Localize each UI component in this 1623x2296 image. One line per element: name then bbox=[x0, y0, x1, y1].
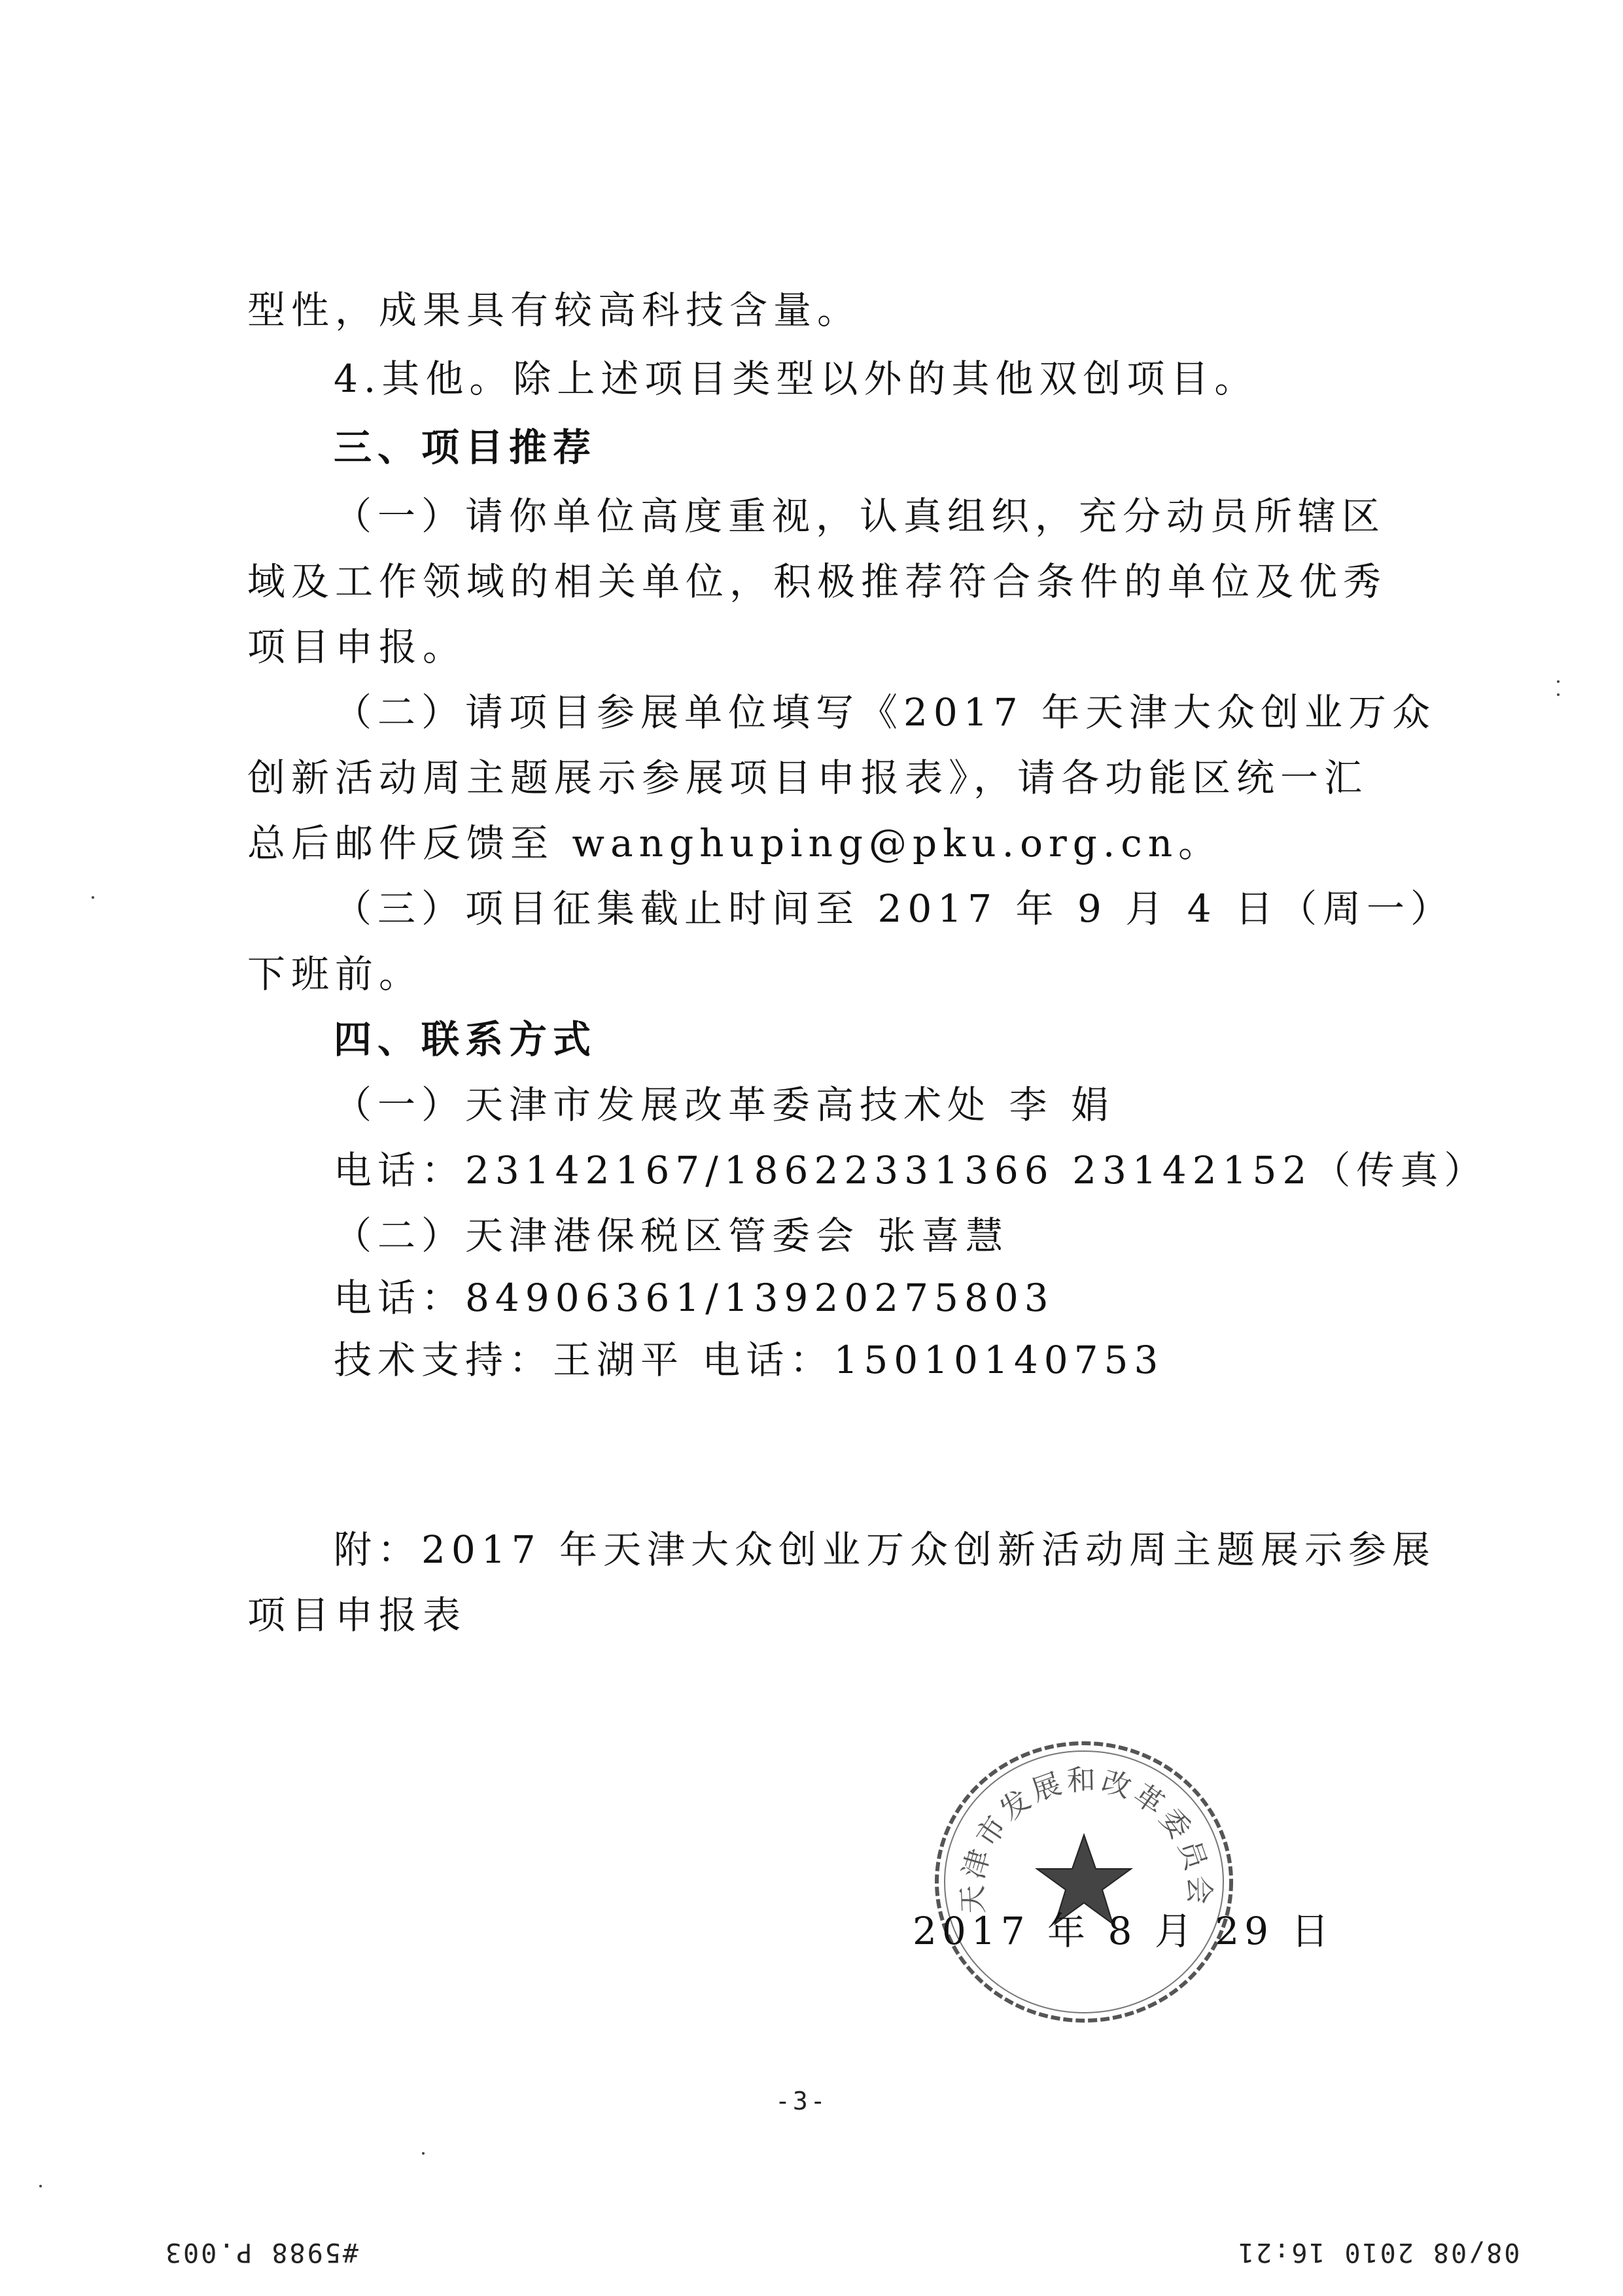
scan-speck bbox=[422, 2152, 425, 2155]
document-date: 2017 年 8 月 29 日 bbox=[913, 1909, 1335, 1953]
body-line: （三）项目征集截止时间至 2017 年 9 月 4 日（周一） bbox=[334, 886, 1455, 931]
page-number: -3- bbox=[775, 2087, 828, 2115]
body-line: 项目申报。 bbox=[247, 625, 467, 669]
scan-speck bbox=[92, 896, 94, 899]
scan-speck bbox=[1557, 680, 1560, 683]
body-line: （一）请你单位高度重视，认真组织，充分动员所辖区 bbox=[334, 494, 1386, 538]
fax-header-left: #5988 P.003 bbox=[164, 2237, 358, 2267]
body-line: 域及工作领域的相关单位，积极推荐符合条件的单位及优秀 bbox=[247, 559, 1387, 604]
official-seal bbox=[913, 1717, 1253, 2044]
scan-speck bbox=[39, 2185, 42, 2187]
section-heading: 四、联系方式 bbox=[334, 1017, 597, 1062]
seal-text: 天津市发展和改革委员会 bbox=[956, 1763, 1216, 1915]
contact-line: （一）天津市发展改革委高技术处 李 娟 bbox=[334, 1083, 1115, 1127]
body-line: 总后邮件反馈至 wanghuping@pku.org.cn。 bbox=[247, 821, 1223, 865]
fax-header-right: 08/08 2010 16:21 bbox=[1236, 2237, 1520, 2267]
body-line: 下班前。 bbox=[247, 952, 423, 996]
contact-line: 电话：84906361/13920275803 bbox=[334, 1276, 1055, 1320]
contact-line: （二）天津港保税区管委会 张喜慧 bbox=[334, 1213, 1009, 1258]
body-line: 4.其他。除上述项目类型以外的其他双创项目。 bbox=[334, 357, 1259, 401]
section-heading: 三、项目推荐 bbox=[334, 425, 597, 470]
body-line: 创新活动周主题展示参展项目申报表》，请各功能区统一汇 bbox=[247, 756, 1369, 800]
attachment-line: 项目申报表 bbox=[247, 1593, 467, 1637]
scan-speck bbox=[1557, 693, 1560, 696]
body-line: 型性，成果具有较高科技含量。 bbox=[247, 288, 862, 332]
contact-line: 电话：23142167/18622331366 23142152（传真） bbox=[334, 1148, 1488, 1192]
attachment-line: 附：2017 年天津大众创业万众创新活动周主题展示参展 bbox=[334, 1527, 1437, 1572]
body-line: （二）请项目参展单位填写《2017 年天津大众创业万众 bbox=[334, 690, 1437, 735]
contact-line: 技术支持：王湖平 电话：15010140753 bbox=[334, 1338, 1164, 1382]
